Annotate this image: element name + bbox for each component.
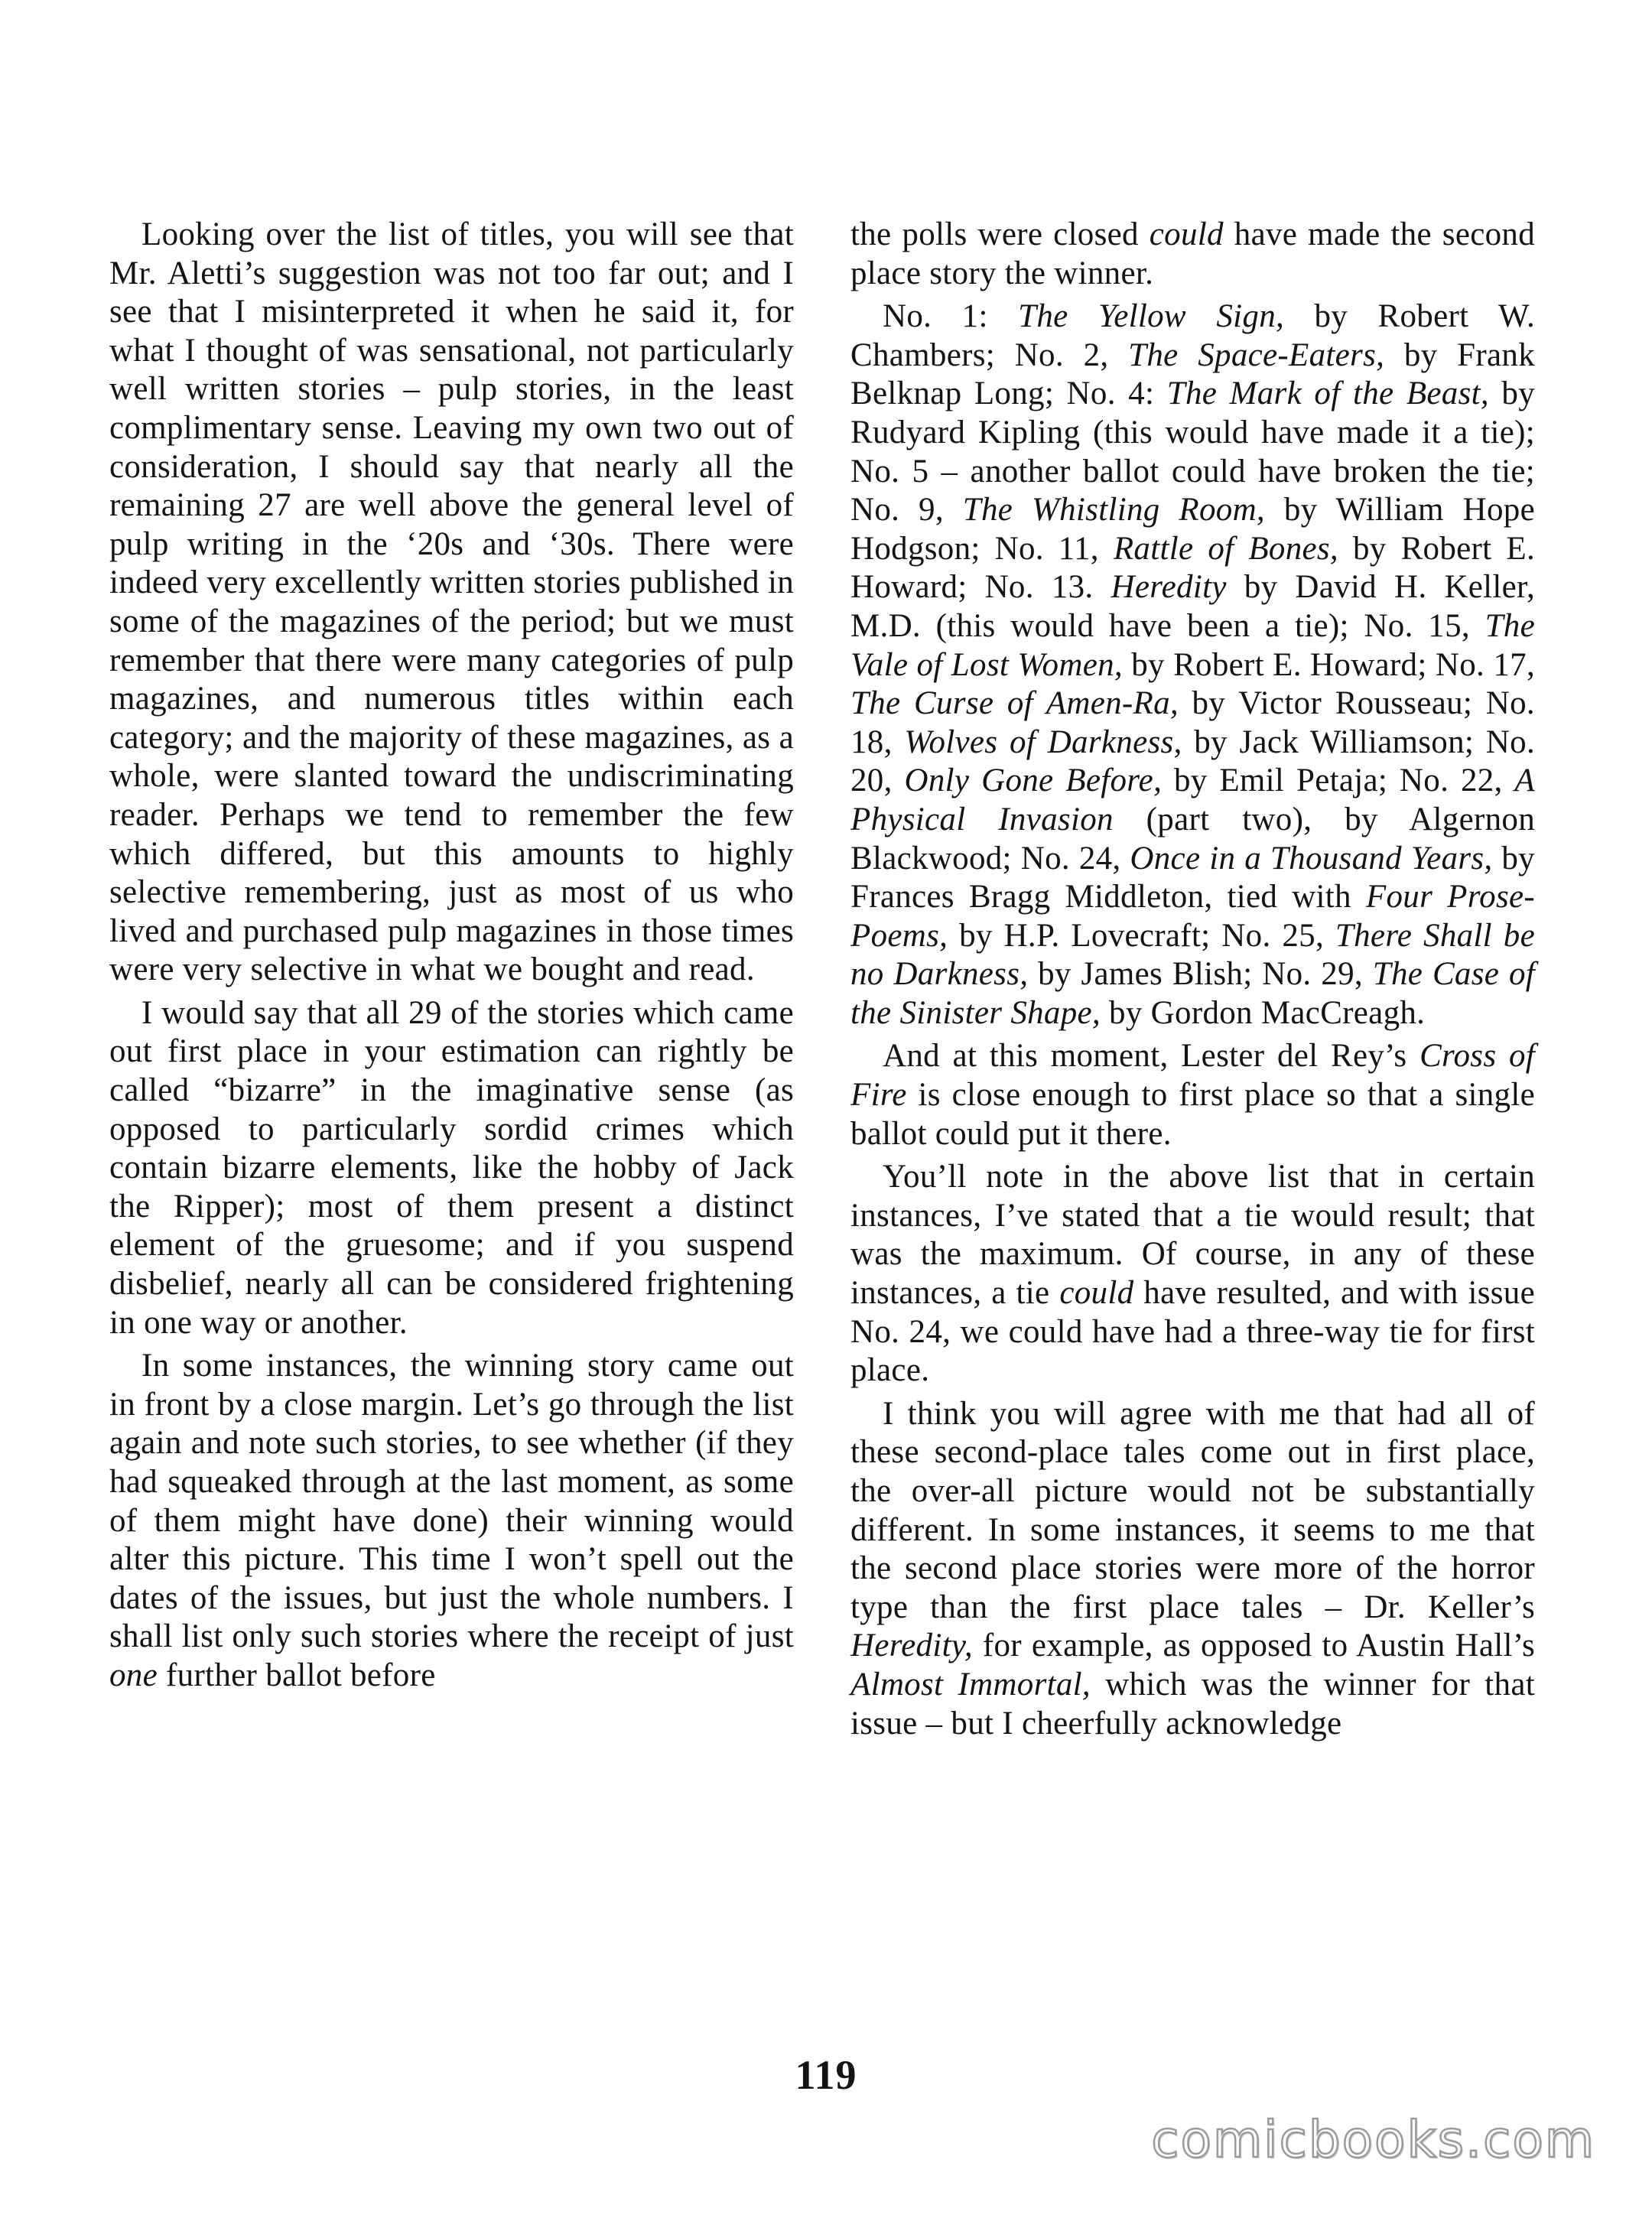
- text-run: by James Blish; No. 29,: [1028, 956, 1373, 993]
- text-run: No. 1:: [883, 298, 1019, 335]
- story-title: The Vale of Lost Women,: [850, 607, 1535, 683]
- italic-text: could: [1059, 1275, 1134, 1312]
- text-run: by Gordon MacCreagh.: [1100, 994, 1426, 1031]
- paragraph: [850, 216, 1535, 293]
- text-run: by Robert E. Howard; No. 17,: [1122, 646, 1535, 683]
- story-title: Heredity: [1111, 569, 1227, 606]
- italic-text: could: [1149, 216, 1224, 252]
- story-title: The Space-Eaters,: [1128, 337, 1385, 373]
- paragraph: I would say that all 29 of the stories which came out first place in your estimation can rightly be called “bizarre” in the imaginative sense (as opposed to particularly sordid crimes which contain bizarre elements, like the hobby of Jack the Ripper); most of them present a distinct element of the gruesome; and if you suspend disbelief, nearly all can be considered frightening in one way or another.: [109, 994, 794, 1341]
- story-title: The Whistling Room,: [962, 492, 1265, 528]
- text-run: for example, as opposed to Austin Hall’s: [972, 1628, 1535, 1664]
- text-run: by William Hope Hodgson; No. 11,: [850, 492, 1535, 567]
- text-run: by Rudyard Kipling (this would have made it a tie); No. 5 – another ballot could have broken the tie; No. 9,: [850, 376, 1536, 528]
- text-run: by Frank Belknap Long; No. 4:: [850, 337, 1535, 412]
- story-title: The Curse of Amen-Ra,: [850, 685, 1179, 722]
- text-run: by Frances Bragg Middleton, tied with: [850, 840, 1535, 915]
- left-column: [109, 216, 794, 1696]
- story-title: The Mark of the Beast,: [1166, 376, 1489, 412]
- text-run: by Robert W. Chambers; No. 2,: [850, 298, 1536, 373]
- text-run: I think you will agree with me that had all of these second-place tales come out in first place, the over-all picture would not be substantially different. In some instances, it seems to me that the second place stories were more of the horror type than the first place tales – Dr. Keller’s: [850, 1395, 1535, 1625]
- story-title: A Physical Invasion: [850, 763, 1535, 837]
- story-title: Once in a Thousand Years,: [1130, 840, 1493, 876]
- story-title: The Case of the Sinister Shape,: [850, 956, 1535, 1031]
- story-title: Wolves of Darkness,: [904, 724, 1182, 760]
- italic-text: one: [109, 1657, 158, 1693]
- story-title: Four Prose-Poems,: [850, 879, 1535, 954]
- text-run: You’ll note in the above list that in certain instances, I’ve stated that a tie would result; that was the maximum. Of course, in any of these instances, a tie: [850, 1159, 1535, 1312]
- paragraph: Looking over the list of titles, you will see that Mr. Aletti’s suggestion was not too far out; and I see that I misinterpreted it when he said it, for what I thought of was sensational, not particularly well written stories – pulp stories, in the least complimentary sense. Leaving my own two out of consideration, I should say that nearly all the remaining 27 are well above the general level of pulp writing in the ‘20s and ‘30s. There were indeed very excellently written stories published in some of the magazines of the period; but we must remember that there were many categories of pulp magazines, and numerous titles within each category; and the majority of these magazines, as a whole, were slanted toward the undiscriminating reader. Perhaps we tend to remember the few which differed, but this amounts to highly selective remembering, just as most of us who lived and purchased pulp magazines in those times were very selective in what we bought and read.: [109, 216, 794, 988]
- story-title: There Shall be no Darkness,: [850, 917, 1535, 993]
- story-title: The Yellow Sign,: [1018, 298, 1285, 335]
- text-run: by Jack Williamson; No. 20,: [850, 724, 1536, 799]
- text-run: the polls were closed: [850, 216, 1150, 252]
- paragraph: [850, 1037, 1535, 1153]
- text-run: which was the winner for that issue – but I cheerfully acknowledge: [850, 1666, 1535, 1742]
- italic-text: Heredity,: [850, 1628, 973, 1664]
- site-watermark: comicbooks.com: [1151, 2110, 1595, 2169]
- page-number: 119: [795, 2052, 857, 2098]
- text-run: have made the second place story the winner.: [850, 216, 1536, 291]
- text-run: by Emil Petaja; No. 22,: [1162, 763, 1515, 799]
- text-run: And at this moment, Lester del Rey’s: [883, 1038, 1420, 1075]
- paragraph: [850, 1395, 1535, 1743]
- text-run: by Robert E. Howard; No. 13.: [850, 530, 1535, 606]
- story-title: Only Gone Before,: [904, 763, 1163, 799]
- paragraph: [109, 1347, 794, 1695]
- text-run: In some instances, the winning story came out in front by a close margin. Let’s go through the list again and note such stories, to see whether (if they had squeaked through at the last moment, as some of them might have done) their winning would alter this picture. This time I won’t spell out the dates of the issues, but just the whole numbers. I shall list only such stories where the receipt of just: [109, 1348, 794, 1655]
- text-run: is close enough to first place so that a single ballot could put it there.: [850, 1077, 1535, 1152]
- right-column: [850, 216, 1535, 1743]
- text-run: further ballot before: [158, 1657, 436, 1693]
- italic-text: Cross of Fire: [850, 1038, 1536, 1114]
- text-run: by H.P. Lovecraft; No. 25,: [948, 917, 1335, 954]
- text-run: have resulted, and with issue No. 24, we could have had a three-way tie for first place.: [850, 1275, 1535, 1389]
- text-run: by David H. Keller, M.D. (this would have been a tie); No. 15,: [850, 569, 1536, 644]
- second-place-story-list: [850, 298, 1535, 1033]
- text-run: by Victor Rousseau; No. 18,: [850, 685, 1535, 760]
- story-title: Rattle of Bones,: [1113, 530, 1338, 567]
- text-run: (part two), by Algernon Blackwood; No. 24,: [850, 801, 1535, 876]
- italic-text: Almost Immortal,: [850, 1666, 1091, 1703]
- paragraph: [850, 1158, 1535, 1390]
